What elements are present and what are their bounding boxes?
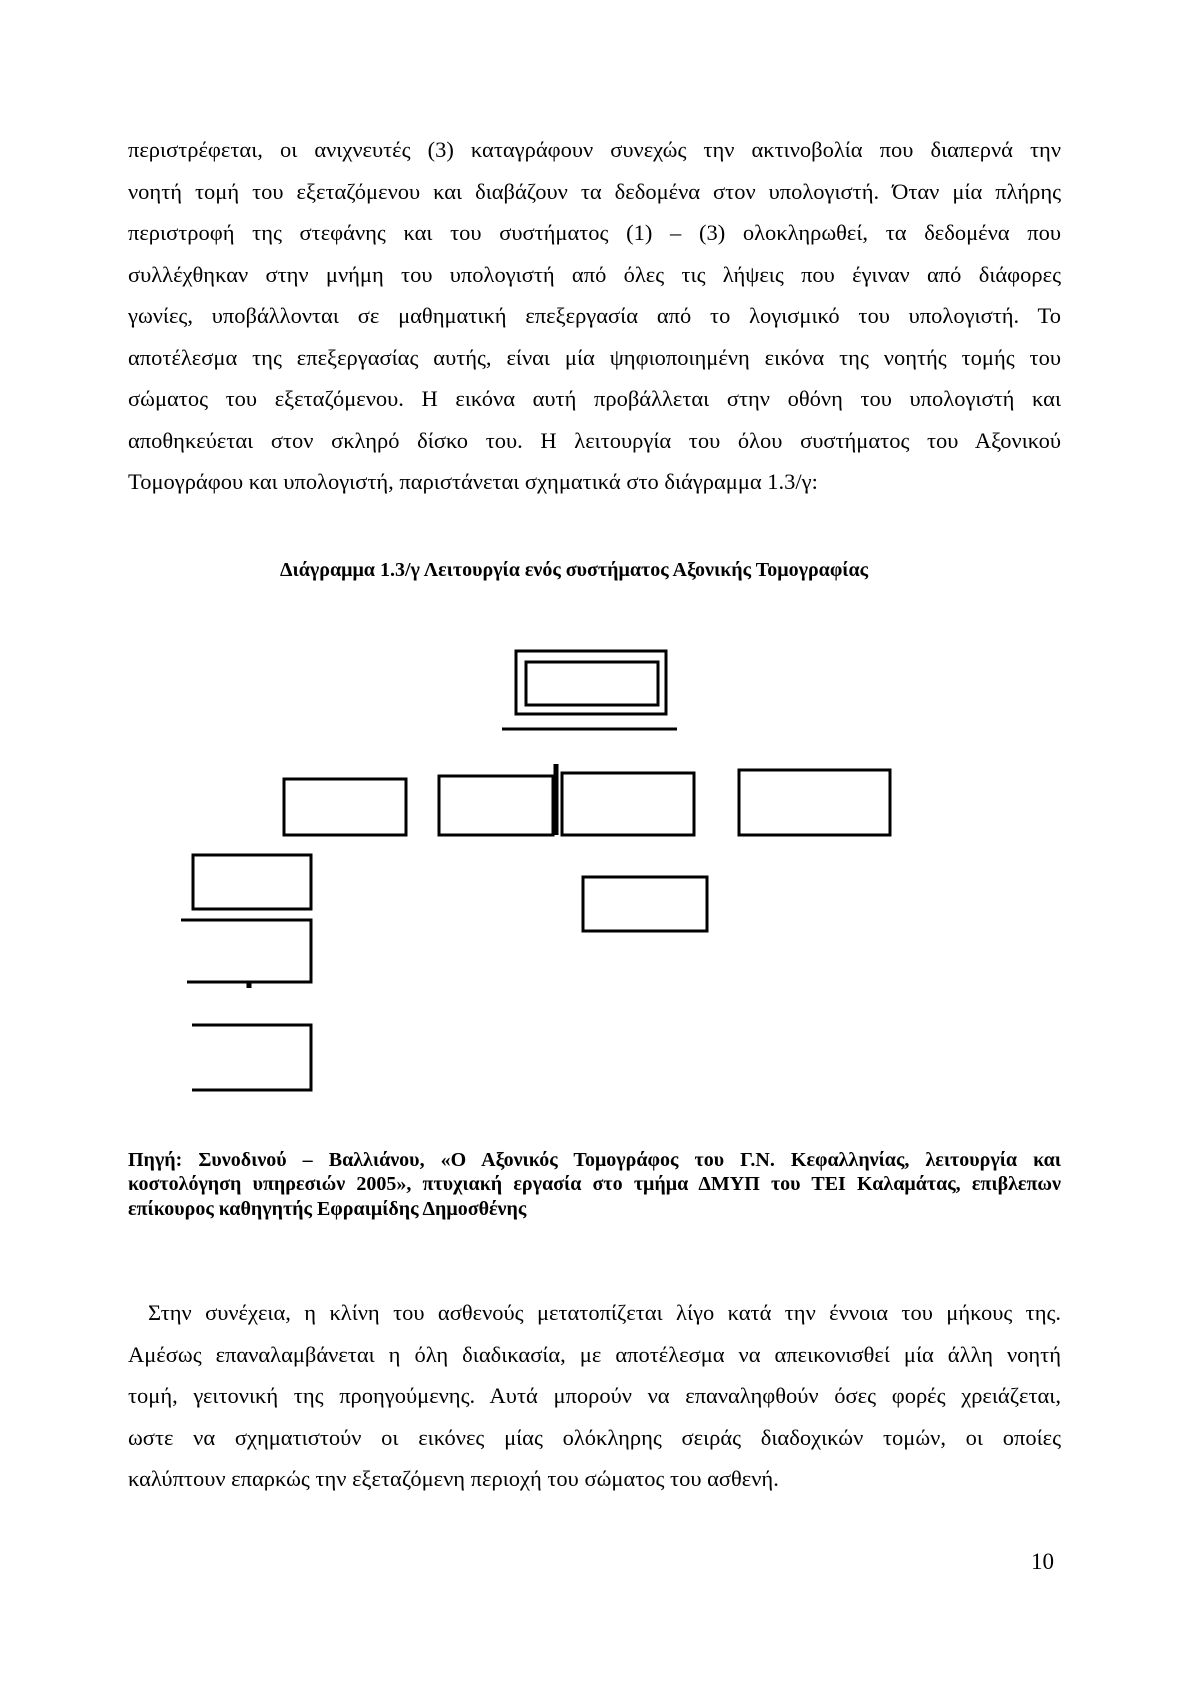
diagram-box-1 [284,779,406,835]
text-line: τομή, γειτονική της προηγούμενης. Αυτά μπορούν να επαναληφθούν όσες φορές χρειάζεται, [128,1383,1061,1408]
text-line: σώματος του εξεταζόμενου. Η εικόνα αυτή προβάλλεται στην οθόνη του υπολογιστή και [128,386,1061,411]
text-line: Αμέσως επαναλαμβάνεται η όλη διαδικασία, με αποτέλεσμα να απεικονισθεί μία άλλη νοητή [128,1341,1061,1367]
diagram-box-4 [739,770,890,835]
text-line: Τομογράφου και υπολογιστή, παριστάνεται σχηματικά στο διάγραμμα 1.3/γ: [128,469,818,494]
text-line: αποτέλεσμα της επεξεργασίας αυτής, είναι μία ψηφιοποιημένη εικόνα της νοητής τομής του [128,344,1061,370]
text-line: γωνίες, υποβάλλονται σε μαθηματική επεξεργασία από το λογισμικό του υπολογιστή. Το [128,303,1061,328]
text-line: συλλέχθηκαν στην μνήμη του υπολογιστή από όλες τις λήψεις που έγιναν από διάφορες [128,261,1061,287]
text-line: περιστροφή της στεφάνης και του συστήματος (1) – (3) ολοκληρωθεί, τα δεδομένα που [128,220,1061,245]
diagram-bracket-1 [181,920,311,982]
diagram-bracket-2 [192,1025,311,1090]
source-line: επίκουρος καθηγητής Εφραιμίδης Δημοσθένης [128,1197,527,1220]
source-note [128,1148,1061,1221]
source-line: Πηγή: Συνοδινού – Βαλλιάνου, «Ο Αξονικός Τομογράφος του Γ.Ν. Κεφαλληνίας, λειτουργία και [128,1149,1061,1171]
text-line: ωστε να σχηματιστούν οι εικόνες μίας ολόκληρης σειράς διαδοχικών τομών, οι οποίες [128,1424,1061,1450]
text-line: Στην συνέχεια, η κλίνη του ασθενούς μετατοπίζεται λίγο κατά την έννοια του μήκους της. [148,1300,1061,1325]
text-line: αποθηκεύεται στον σκληρό δίσκο του. Η λειτουργία του όλου συστήματος του Αξονικού [128,427,1061,453]
paragraph-1 [128,129,1061,503]
page-number: 10 [1031,1549,1054,1574]
diagram-box-6 [583,877,707,931]
text-line: καλύπτουν επαρκώς την εξεταζόμενη περιοχή του σώματος του ασθενή. [128,1466,779,1491]
diagram-box-3 [562,773,694,835]
text-line: νοητή τομή του εξεταζόμενου και διαβάζουν τα δεδομένα στον υπολογιστή. Όταν μία πλήρης [128,178,1061,204]
diagram-box-2 [439,776,553,835]
diagram-box-5 [193,855,311,909]
paragraph-2 [128,1292,1061,1500]
monitor-screen [526,662,658,705]
source-line: κοστολόγηση υπηρεσιών 2005», πτυχιακή εργασία στο τμήμα ΔΜΥΠ του ΤΕΙ Καλαμάτας, επιβλεπων [128,1173,1061,1196]
diagram-caption: Διάγραμμα 1.3/γ Λειτουργία ενός συστήματος Αξονικής Τομογραφίας [280,559,869,581]
text-line: περιστρέφεται, οι ανιχνευτές (3) καταγράφουν συνεχώς την ακτινοβολία που διαπερνά την [128,137,1061,162]
